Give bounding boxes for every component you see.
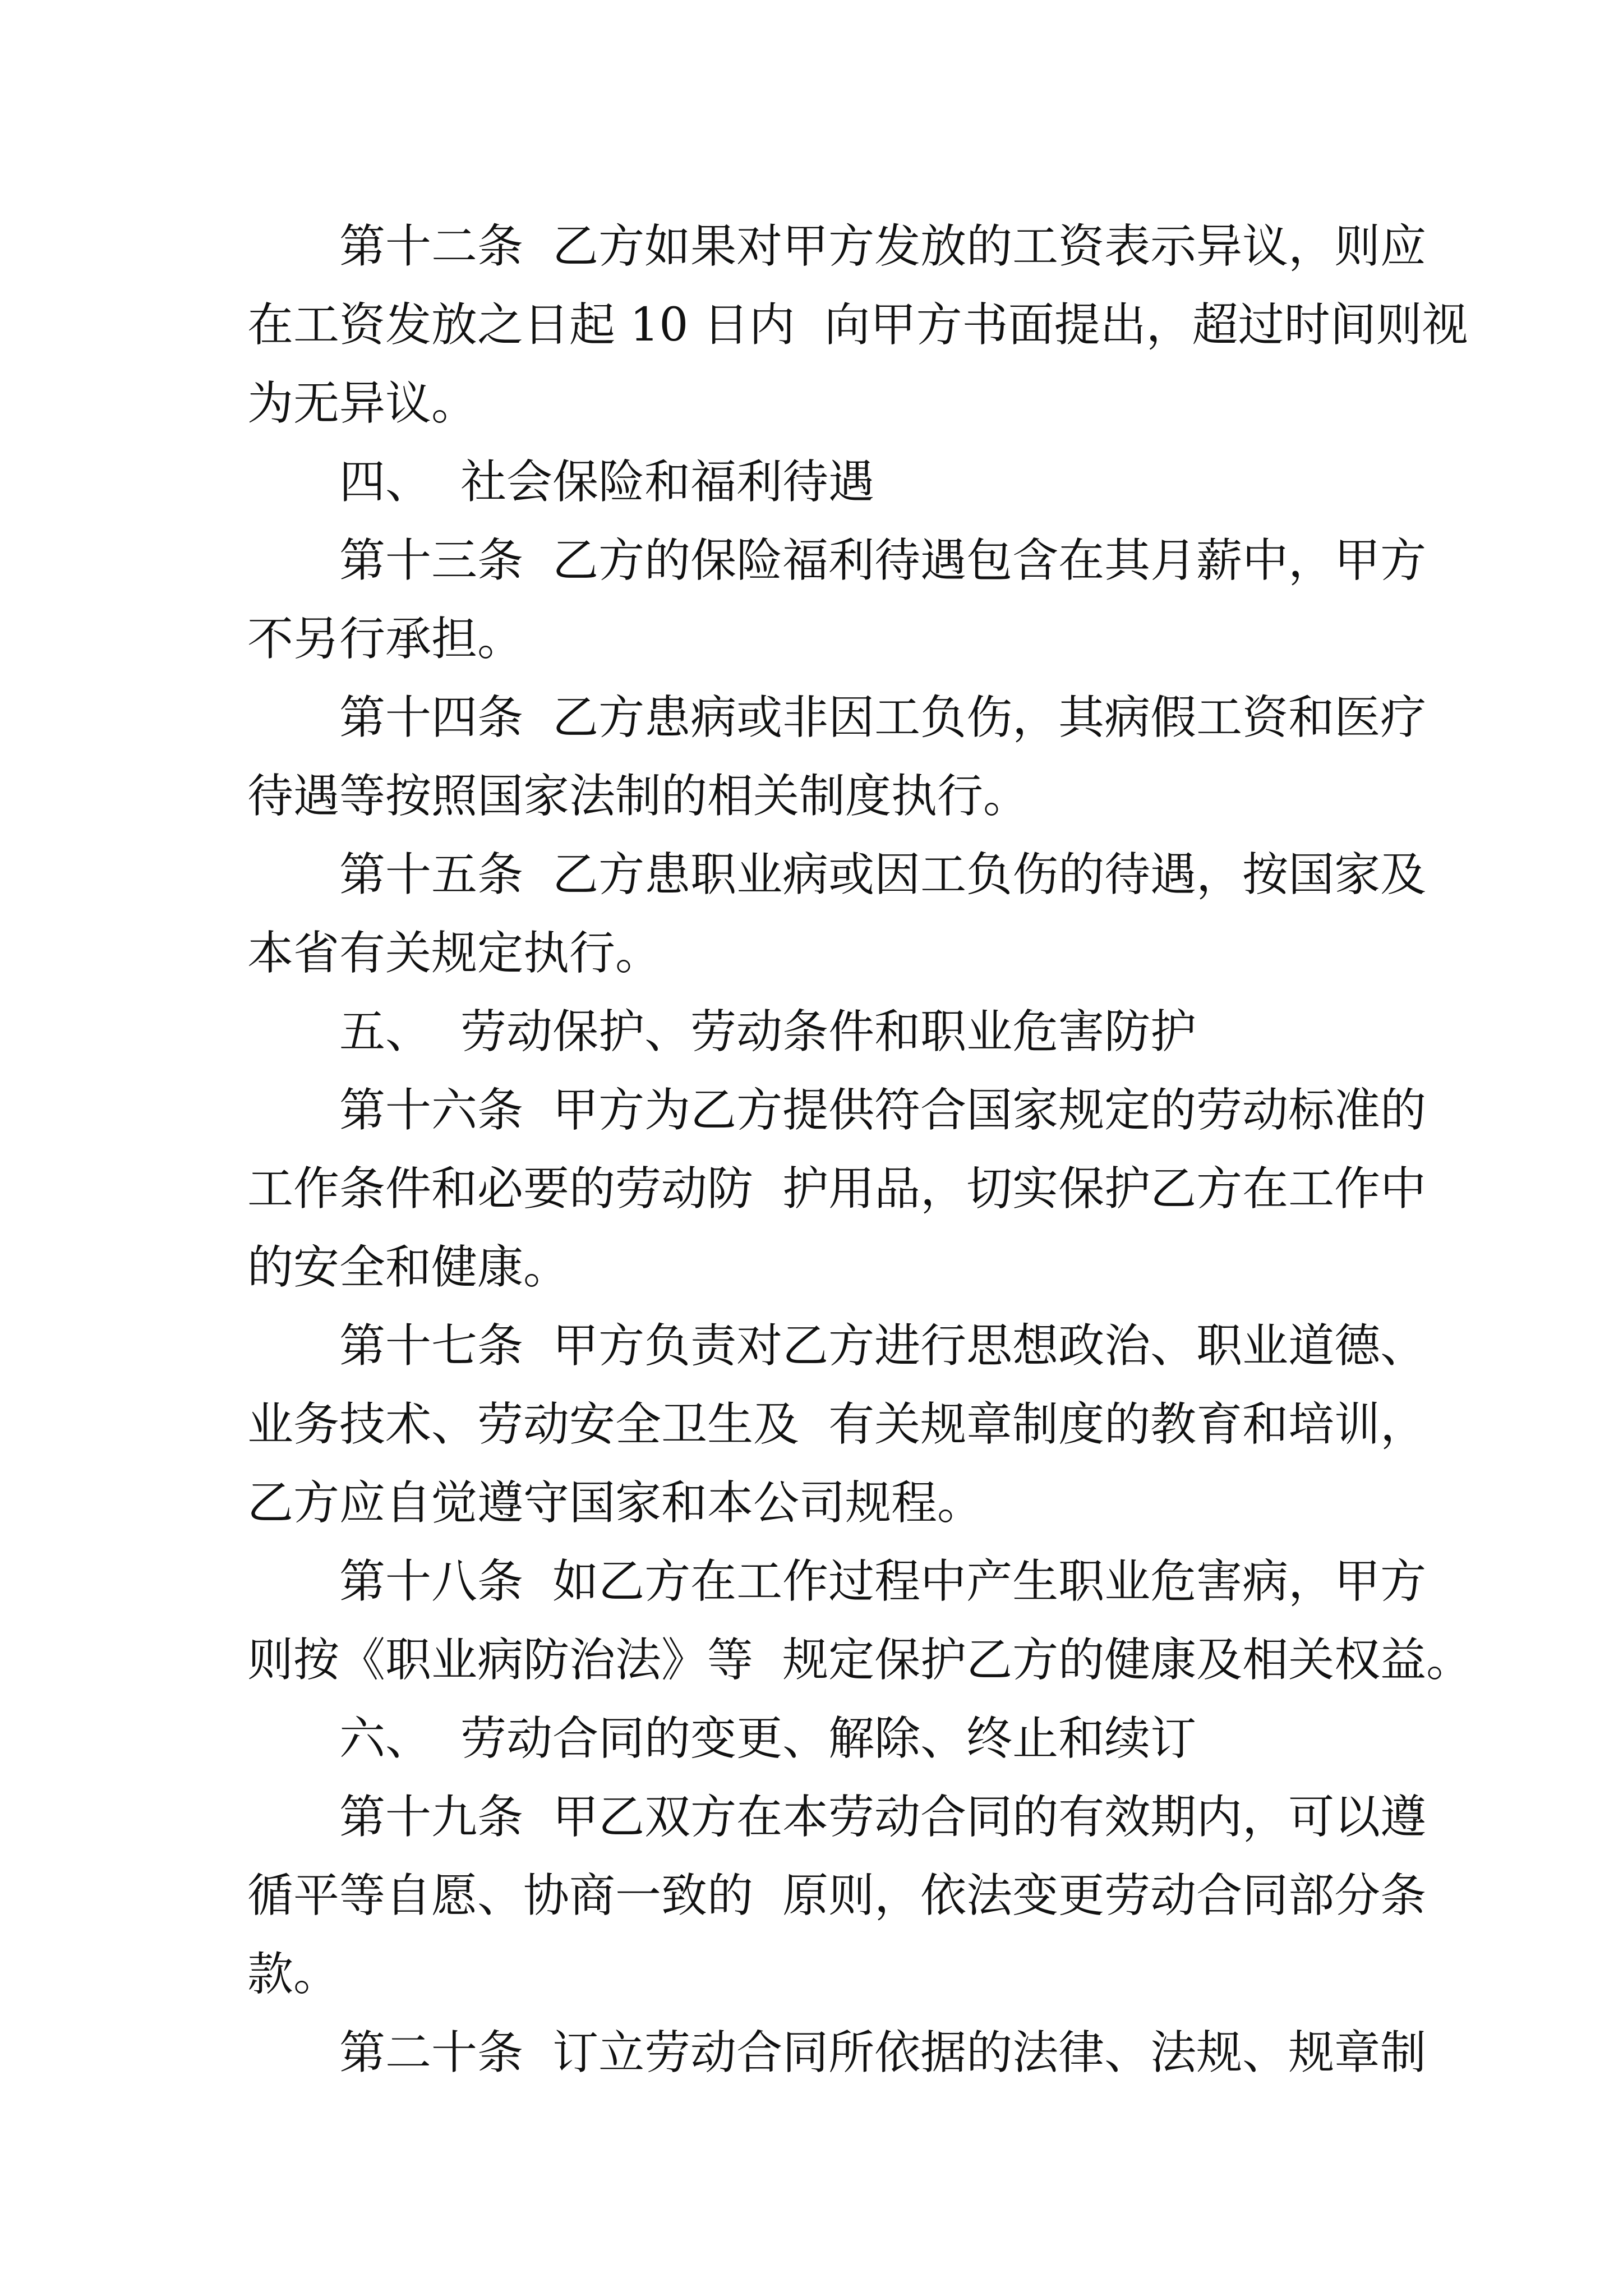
article-14-line-2: 待遇等按照国家法制的相关制度执行。 bbox=[247, 770, 1030, 823]
article-13-line-2: 不另行承担。 bbox=[247, 613, 524, 666]
article-19-line-3: 款。 bbox=[247, 1948, 340, 2001]
article-17-line-1: 第十七条 甲方负责对乙方进行思想政治、职业道德、 bbox=[339, 1319, 1427, 1373]
article-12-line-1: 第十二条 乙方如果对甲方发放的工资表示异议，则应 bbox=[339, 220, 1427, 273]
article-18-line-1: 第十八条 如乙方在工作过程中产生职业危害病，甲方 bbox=[339, 1555, 1427, 1608]
section-6-heading: 六、 劳动合同的变更、解除、终止和续订 bbox=[339, 1712, 1197, 1765]
article-17-line-2: 业务技术、劳动安全卫生及 有关规章制度的教育和培训， bbox=[247, 1398, 1427, 1451]
article-15-line-2: 本省有关规定执行。 bbox=[247, 927, 662, 980]
article-17-line-3: 乙方应自觉遵守国家和本公司规程。 bbox=[247, 1476, 984, 1530]
section-5-heading: 五、 劳动保护、劳动条件和职业危害防护 bbox=[339, 1005, 1197, 1059]
article-18-line-2: 则按《职业病防治法》等 规定保护乙方的健康及相关权益。 bbox=[247, 1634, 1473, 1687]
article-12-line-2: 在工资发放之日起 10 日内 向甲方书面提出，超过时间则视 bbox=[247, 298, 1468, 352]
article-19-line-1: 第十九条 甲乙双方在本劳动合同的有效期内，可以遵 bbox=[339, 1791, 1427, 1844]
contract-text-body bbox=[247, 208, 1473, 2205]
article-16-line-2: 工作条件和必要的劳动防 护用品，切实保护乙方在工作中 bbox=[247, 1162, 1427, 1216]
article-15-line-1: 第十五条 乙方患职业病或因工负伤的待遇，按国家及 bbox=[339, 848, 1427, 901]
article-16-line-1: 第十六条 甲方为乙方提供符合国家规定的劳动标准的 bbox=[339, 1084, 1427, 1137]
article-13-line-1: 第十三条 乙方的保险福利待遇包含在其月薪中，甲方 bbox=[339, 534, 1427, 587]
article-19-line-2: 循平等自愿、协商一致的 原则，依法变更劳动合同部分条 bbox=[247, 1869, 1427, 1922]
section-4-heading: 四、 社会保险和福利待遇 bbox=[339, 455, 875, 509]
article-14-line-1: 第十四条 乙方患病或非因工负伤，其病假工资和医疗 bbox=[339, 691, 1427, 744]
article-12-line-3: 为无异议。 bbox=[247, 377, 478, 430]
article-16-line-3: 的安全和健康。 bbox=[247, 1241, 570, 1294]
article-20-line-1: 第二十条 订立劳动合同所依据的法律、法规、规章制 bbox=[339, 2026, 1427, 2079]
